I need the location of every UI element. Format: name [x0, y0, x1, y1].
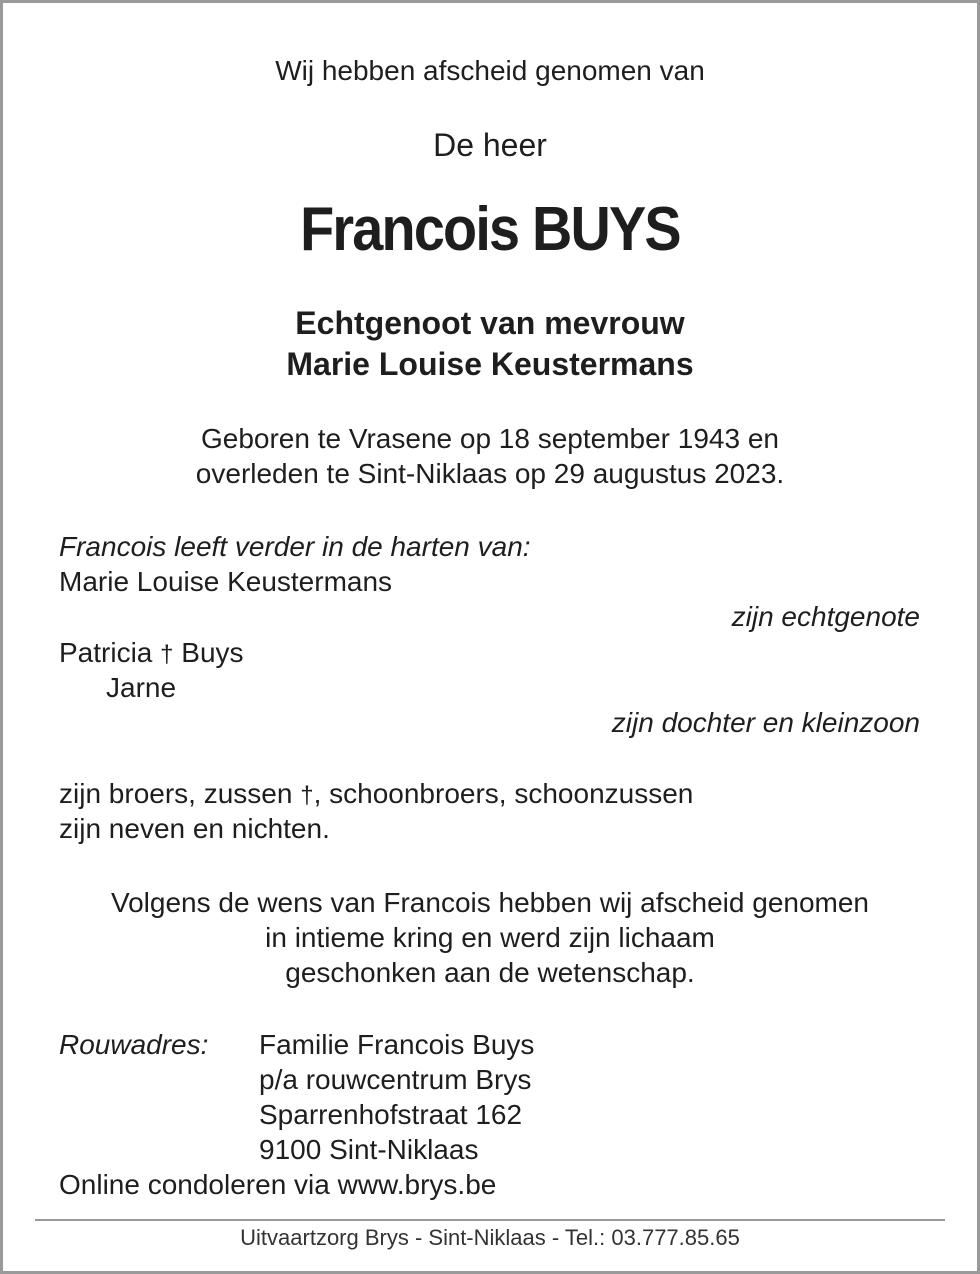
deceased-name: Francois BUYS: [300, 195, 680, 264]
siblings-text-a: zijn broers, zussen: [59, 778, 293, 809]
salutation: De heer: [433, 127, 547, 163]
cousins-line: zijn neven en nichten.: [59, 813, 330, 844]
footer-text: Uitvaartzorg Brys - Sint-Niklaas - Tel.: 03.777.85.65: [240, 1225, 740, 1250]
address-line-2: p/a rouwcentrum Brys: [259, 1064, 532, 1095]
footer-divider: [35, 1219, 945, 1221]
address-label: Rouwadres:: [59, 1029, 209, 1060]
address-line-3: Sparrenhofstraat 162: [259, 1099, 523, 1130]
address-line-1: Familie Francois Buys: [259, 1029, 535, 1060]
death-line: overleden te Sint-Niklaas op 29 augustus 2023.: [195, 458, 785, 489]
daughter-last-name: Buys: [181, 637, 244, 668]
intro-text: Wij hebben afscheid genomen van: [275, 55, 705, 86]
address-line-4: 9100 Sint-Niklaas: [259, 1134, 479, 1165]
cross-icon: †: [160, 641, 174, 668]
daughter-name: [59, 635, 244, 672]
birth-line: Geboren te Vrasene op 18 september 1943 en: [200, 423, 780, 454]
online-condolence: Online condoleren via www.brys.be: [59, 1169, 497, 1200]
spouse-line-2: Marie Louise Keustermans: [286, 346, 694, 382]
deceased-name-wrap: [0, 192, 980, 284]
children-role: zijn dochter en kleinzoon: [611, 707, 920, 738]
wife-role: zijn echtgenote: [731, 601, 920, 632]
siblings-text-b: , schoonbroers, schoonzussen: [313, 778, 694, 809]
spouse-line-1: Echtgenoot van mevrouw: [295, 305, 685, 341]
wife-name: Marie Louise Keustermans: [59, 566, 393, 597]
grandson-name: Jarne: [106, 672, 177, 703]
cross-icon: †: [300, 782, 314, 809]
wish-line-2: in intieme kring en werd zijn lichaam: [265, 922, 715, 953]
siblings-line: [59, 776, 693, 813]
wish-line-3: geschonken aan de wetenschap.: [285, 957, 695, 988]
wish-line-1: Volgens de wens van Francois hebben wij afscheid genomen: [110, 887, 870, 918]
daughter-first-name: Patricia: [59, 637, 153, 668]
survivors-heading: Francois leeft verder in de harten van:: [59, 531, 531, 562]
